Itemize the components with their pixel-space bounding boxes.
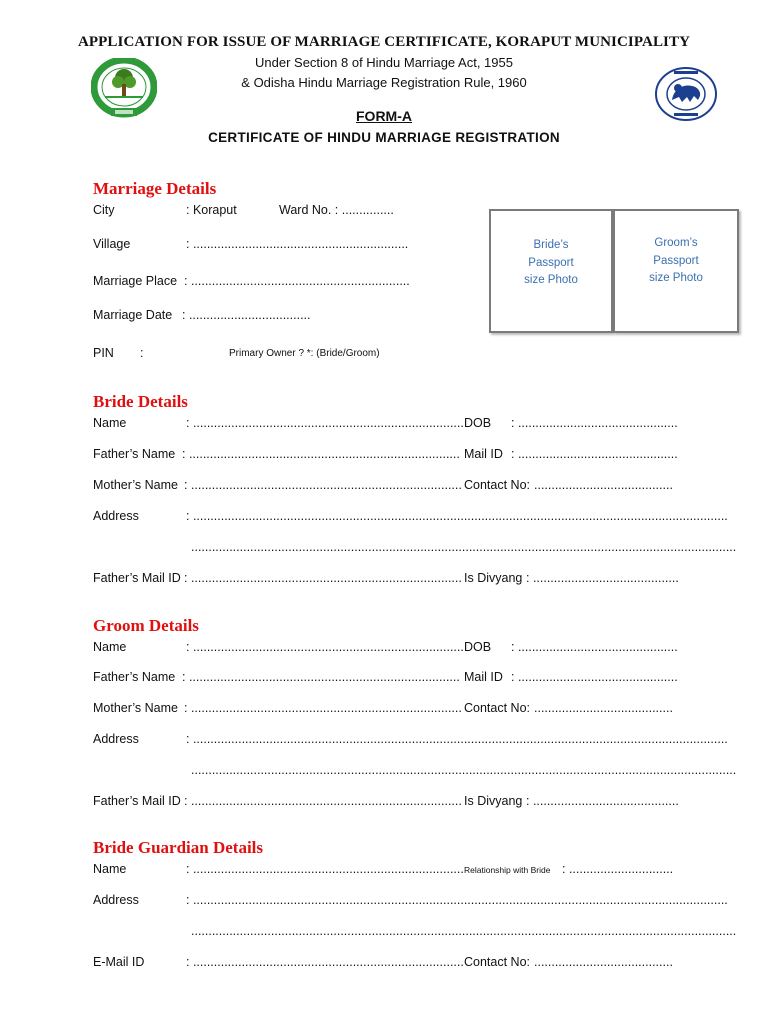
guardian-email-field[interactable]: : .............................................................................. <box>186 955 464 969</box>
guardian-address-label: Address <box>93 893 139 907</box>
groom-address-field[interactable]: : .......................................................................................................................................................... <box>186 732 728 746</box>
pin-label: PIN <box>93 346 114 360</box>
bride-name-label: Name <box>93 416 127 430</box>
marriage-place-field[interactable]: : ............................................................... <box>184 274 410 288</box>
guardian-details-heading: Bride Guardian Details <box>93 838 264 857</box>
groom-mother-field[interactable]: : .............................................................................. <box>184 701 462 715</box>
guardian-address-field[interactable]: : .......................................................................................................................................................... <box>186 893 728 907</box>
guardian-contact-field[interactable]: ........................................ <box>534 955 673 969</box>
groom-dob-field[interactable]: : .............................................. <box>511 640 678 654</box>
groom-dob-label: DOB <box>464 640 492 654</box>
bride-dob-label: DOB <box>464 416 492 430</box>
bride-contact-label: Contact No: <box>464 478 531 492</box>
groom-photo-line: Groom’s <box>654 237 698 249</box>
village-label: Village <box>93 237 131 251</box>
bride-contact-field[interactable]: ........................................ <box>534 478 673 492</box>
bride-address-label: Address <box>93 509 139 523</box>
bride-father-mail-label: Father’s Mail ID <box>93 571 181 585</box>
groom-father-mail-field[interactable]: : .............................................................................. <box>184 794 462 808</box>
guardian-address-field-line2[interactable]: ............................................................................................................................................................. <box>191 924 737 938</box>
guardian-name-label: Name <box>93 862 127 876</box>
marriage-place-label: Marriage Place <box>93 274 178 288</box>
guardian-relation-field[interactable]: : .............................. <box>562 862 674 876</box>
bride-name-field[interactable]: : .............................................................................. <box>186 416 464 430</box>
guardian-email-label: E-Mail ID <box>93 955 145 969</box>
act-reference: Under Section 8 of Hindu Marriage Act, 1955 <box>255 55 513 70</box>
groom-mail-label: Mail ID <box>464 670 503 684</box>
groom-father-mail-label: Father’s Mail ID <box>93 794 181 808</box>
bride-photo-line: Bride’s <box>533 239 569 251</box>
village-field[interactable]: : .............................................................. <box>186 237 409 251</box>
bride-divyang-label: Is Divyang <box>464 571 523 585</box>
groom-address-label: Address <box>93 732 139 746</box>
guardian-contact-label: Contact No: <box>464 955 531 969</box>
bride-photo-line: Passport <box>528 256 574 269</box>
bride-address-field[interactable]: : .......................................................................................................................................................... <box>186 509 728 523</box>
groom-mail-field[interactable]: : .............................................. <box>511 670 678 684</box>
primary-owner-field[interactable]: Primary Owner ? *: (Bride/Groom) <box>229 348 380 359</box>
groom-name-field[interactable]: : .............................................................................. <box>186 640 464 654</box>
bride-mail-field[interactable]: : .............................................. <box>511 447 678 461</box>
form-title: APPLICATION FOR ISSUE OF MARRIAGE CERTIFICATE, KORAPUT MUNICIPALITY <box>77 34 691 50</box>
groom-father-label: Father’s Name <box>93 670 176 684</box>
ward-field[interactable]: Ward No. : ............... <box>279 203 394 217</box>
certificate-title: CERTIFICATE OF HINDU MARRIAGE REGISTRATION <box>208 130 560 145</box>
bride-details-heading: Bride Details <box>93 392 188 411</box>
marriage-date-field[interactable]: : ................................... <box>182 308 311 322</box>
bride-mother-label: Mother’s Name <box>93 478 178 492</box>
bride-photo-line: size Photo <box>524 274 578 286</box>
groom-mother-label: Mother’s Name <box>93 701 178 715</box>
groom-divyang-field[interactable]: : .......................................... <box>526 794 679 808</box>
bride-father-mail-field[interactable]: : .............................................................................. <box>184 571 462 585</box>
guardian-name-field[interactable]: : .............................................................................. <box>186 862 464 876</box>
groom-divyang-label: Is Divyang <box>464 794 523 808</box>
groom-name-label: Name <box>93 640 127 654</box>
groom-father-field[interactable]: : .............................................................................. <box>182 670 460 684</box>
bride-father-label: Father’s Name <box>93 447 176 461</box>
groom-photo-line: Passport <box>653 254 699 267</box>
marriage-details-heading: Marriage Details <box>93 179 217 198</box>
form-label: FORM-A <box>356 108 412 124</box>
city-value[interactable]: : Koraput <box>186 203 237 217</box>
bride-divyang-field[interactable]: : .......................................... <box>526 571 679 585</box>
odisha-state-emblem <box>654 66 718 122</box>
groom-details-heading: Groom Details <box>93 616 199 635</box>
rule-reference: & Odisha Hindu Marriage Registration Rule, 1960 <box>241 75 527 90</box>
groom-address-field-line2[interactable]: ............................................................................................................................................................. <box>191 763 737 777</box>
bride-photo-box[interactable] <box>489 209 613 333</box>
bride-mail-label: Mail ID <box>464 447 503 461</box>
groom-contact-label: Contact No: <box>464 701 531 715</box>
bride-address-field-line2[interactable]: ............................................................................................................................................................. <box>191 540 737 554</box>
groom-photo-line: size Photo <box>649 272 703 284</box>
pin-field[interactable]: : <box>140 346 144 360</box>
guardian-relation-label: Relationship with Bride <box>464 865 551 875</box>
bride-dob-field[interactable]: : .............................................. <box>511 416 678 430</box>
koraput-municipality-logo <box>91 58 157 120</box>
groom-contact-field[interactable]: ........................................ <box>534 701 673 715</box>
bride-father-field[interactable]: : .............................................................................. <box>182 447 460 461</box>
marriage-date-label: Marriage Date <box>93 308 173 322</box>
city-label: City <box>93 203 115 217</box>
groom-photo-box[interactable] <box>613 209 739 333</box>
bride-mother-field[interactable]: : .............................................................................. <box>184 478 462 492</box>
